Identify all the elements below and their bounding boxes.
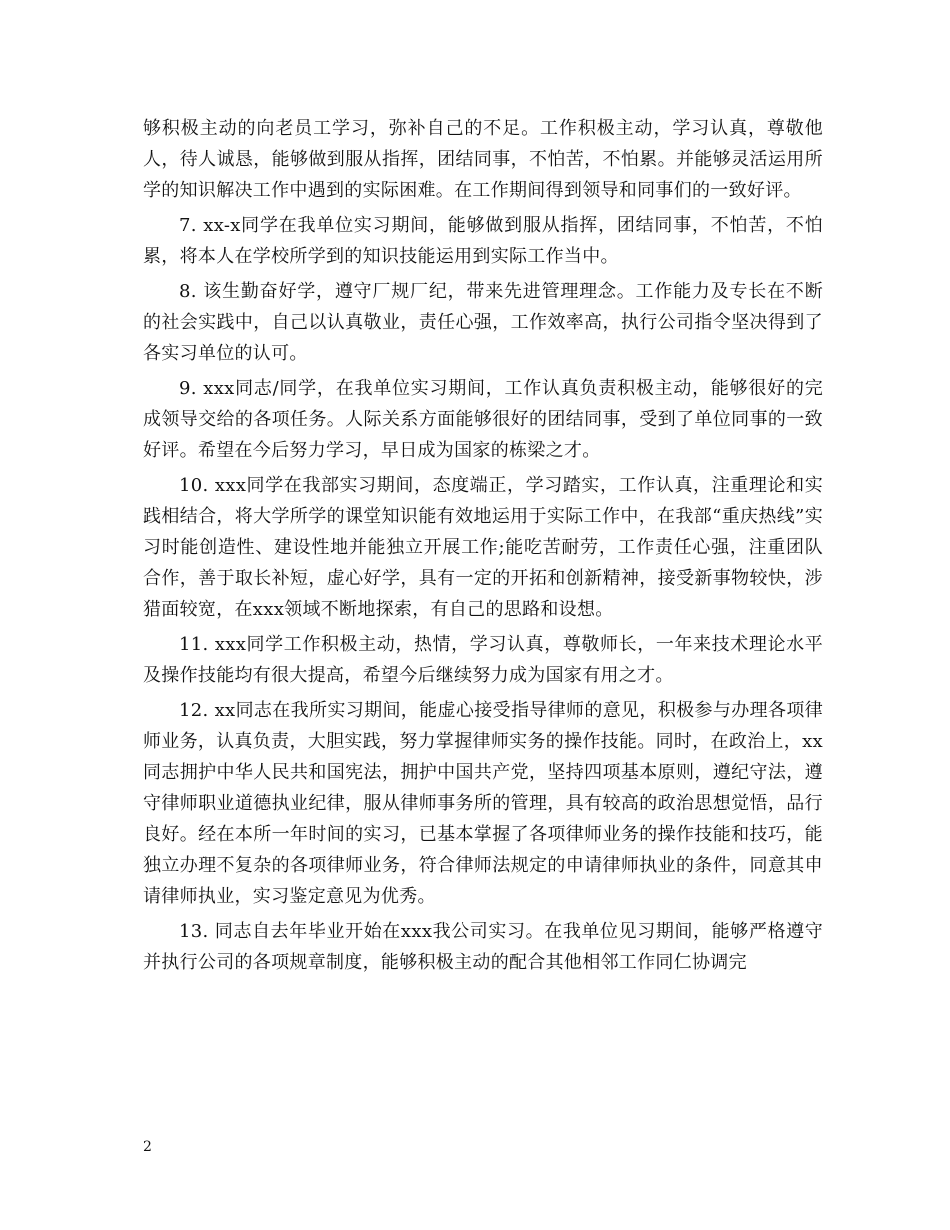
paragraph-1: 够积极主动的向老员工学习，弥补自己的不足。工作积极主动，学习认真，尊敬他人，待人诚恳，能够做到服从指挥，团结同事，不怕苦，不怕累。并能够灵活运用所学的知识解决工作中遇到的实际困难。在工作期间得到领导和同事们的一致好评。	[143, 118, 823, 201]
paragraph-item-7: 7. xx-x同学在我单位实习期间，能够做到服从指挥，团结同事，不怕苦，不怕累，将本人在学校所学到的知识技能运用到实际工作当中。	[143, 215, 823, 267]
document-body	[143, 113, 823, 982]
paragraph-item-8: 8. 该生勤奋好学，遵守厂规厂纪，带来先进管理理念。工作能力及专长在不断的社会实践中，自己以认真敬业，责任心强，工作效率高，执行公司指令坚决得到了各实习单位的认可。	[143, 281, 823, 364]
paragraph-item-12: 12. xx同志在我所实习期间，能虚心接受指导律师的意见，积极参与办理各项律师业务，认真负责，大胆实践，努力掌握律师实务的操作技能。同时，在政治上，xx同志拥护中华人民共和国宪法，拥护中国共产党，坚持四项基本原则，遵纪守法，遵守律师职业道德执业纪律，服从律师事务所的管理，具有较高的政治思想觉悟，品行良好。经在本所一年时间的实习，已基本掌握了各项律师业务的操作技能和技巧，能独立办理不复杂的各项律师业务，符合律师法规定的申请律师执业的条件，同意其申请律师执业，实习鉴定意见为优秀。	[143, 700, 823, 907]
paragraph-item-10: 10. xxx同学在我部实习期间，态度端正，学习踏实，工作认真，注重理论和实践相结合，将大学所学的课堂知识能有效地运用于实际工作中，在我部“重庆热线”实习时能创造性、建设性地并能独立开展工作;能吃苦耐劳，工作责任心强，注重团队合作，善于取长补短，虚心好学，具有一定的开拓和创新精神，接受新事物较快，涉猎面较宽，在xxx领域不断地探索，有自己的思路和设想。	[143, 475, 823, 620]
paragraph-item-11: 11. xxx同学工作积极主动，热情，学习认真，尊敬师长，一年来技术理论水平及操作技能均有很大提高，希望今后继续努力成为国家有用之才。	[143, 634, 823, 686]
paragraph-item-13: 13. 同志自去年毕业开始在xxx我公司实习。在我单位见习期间，能够严格遵守并执行公司的各项规章制度，能够积极主动的配合其他相邻工作同仁协调完	[143, 921, 823, 973]
paragraph-item-9: 9. xxx同志/同学，在我单位实习期间，工作认真负责积极主动，能够很好的完成领导交给的各项任务。人际关系方面能够很好的团结同事，受到了单位同事的一致好评。希望在今后努力学习，早日成为国家的栋梁之才。	[143, 378, 823, 461]
page-number: 2	[143, 1139, 152, 1155]
